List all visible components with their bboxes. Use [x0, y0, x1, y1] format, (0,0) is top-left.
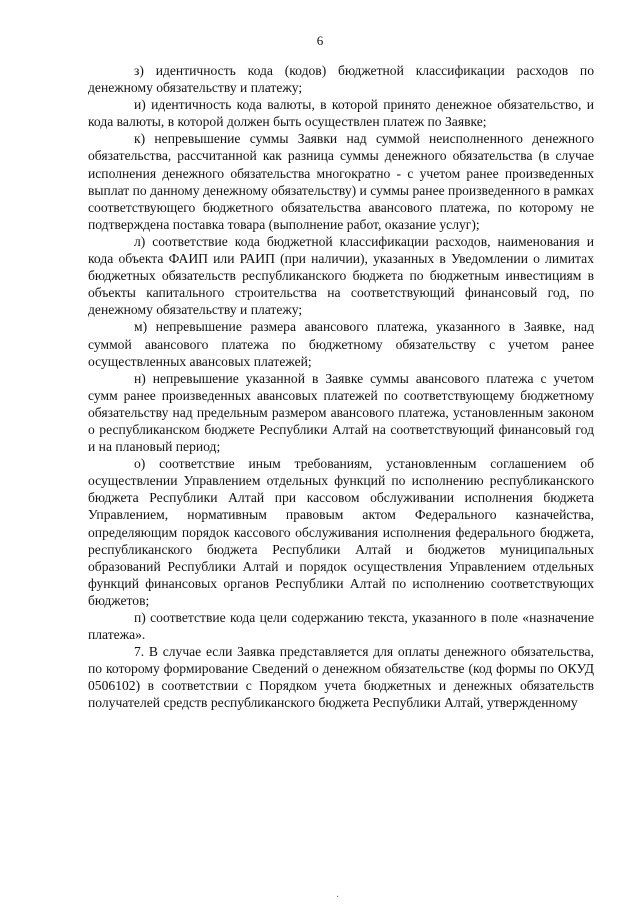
paragraph-i: и) идентичность кода валюты, в которой принято денежное обязательство, и кода валюты, в которой должен быть осуществлен платеж по Заявке;: [88, 97, 594, 130]
paragraph-o: о) соответствие иным требованиям, установленным соглашением об осуществлении Управлением отдельных функций по исполнению республиканского бюджета Республики Алтай при кассовом обслуживании исполнения бюджета Управлением, нормативным правовым актом Федерального казначейства, определяющим порядок кассового обслуживания исполнения федерального бюджета, республиканского бюджета Республики Алтай и бюджетов муниципальных образований Республики Алтай и порядок осуществления Управлением отдельных функций финансовых органов Республики Алтай по исполнению соответствующих бюджетов;: [88, 456, 594, 608]
paragraph-n: н) непревышение указанной в Заявке суммы авансового платежа с учетом сумм ранее произведенных авансовых платежей по соответствующему бюджетному обязательству над предельным размером авансового платежа, установленным законом о республиканском бюджете Республики Алтай на соответствующий финансовый год и на плановый период;: [88, 370, 594, 455]
paragraph-k: к) непревышение суммы Заявки над суммой неисполненного денежного обязательства, рассчитанной как разница суммы денежного обязательства (в случае исполнения денежного обязательства многократно - с учетом ранее произведенных выплат по данному денежному обязательству) и суммы ранее произведенного в рамках соответствующего бюджетного обязательства авансового платежа, по которому не подтверждена поставка товара (выполнение работ, оказание услуг);: [88, 131, 594, 232]
paragraph-l: л) соответствие кода бюджетной классификации расходов, наименования и кода объекта ФАИП или РАИП (при наличии), указанных в Уведомлении о лимитах бюджетных обязательств республиканского бюджета по бюджетным инвестициям в объекты капитального строительства на соответствующий финансовый год, по денежному обязательству и платежу;: [88, 233, 594, 318]
scan-artifact-mark: ·: [336, 892, 340, 903]
paragraph-7: 7. В случае если Заявка представляется для оплаты денежного обязательства, по которому формирование Сведений о денежном обязательстве (код формы по ОКУД 0506102) в соответствии с Порядком учета бюджетных и денежных обязательств получателей средств республиканского бюджета Республики Алтай, утвержденному: [88, 644, 594, 711]
paragraph-z: з) идентичность кода (кодов) бюджетной классификации расходов по денежному обязательству и платежу;: [88, 63, 594, 96]
paragraph-m: м) непревышение размера авансового платежа, указанного в Заявке, над суммой авансового платежа по бюджетному обязательству с учетом ранее осуществленных авансовых платежей;: [88, 319, 594, 369]
document-body: [88, 62, 594, 712]
page-number: 6: [316, 33, 324, 48]
paragraph-p: п) соответствие кода цели содержанию текста, указанного в поле «назначение платежа».: [88, 610, 594, 643]
